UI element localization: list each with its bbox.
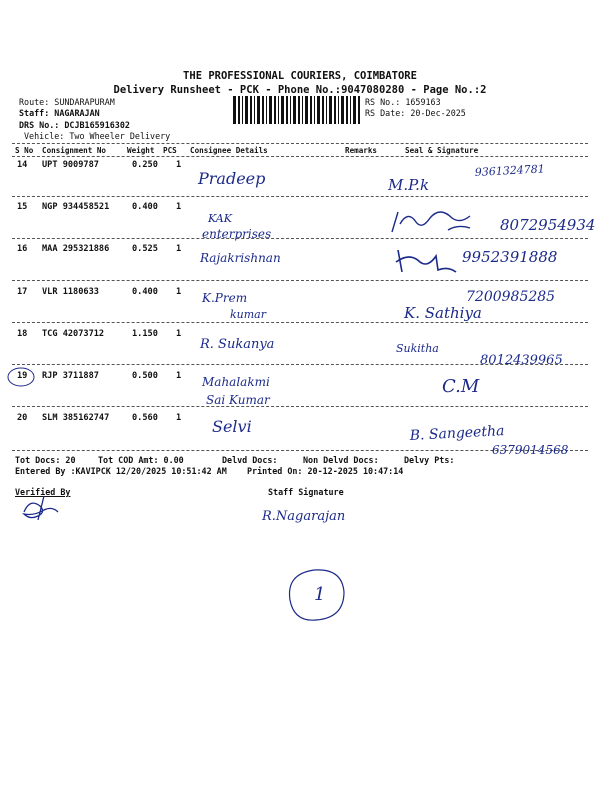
row-divider [12,322,588,323]
row-sno: 16 [17,244,28,254]
row-pcs: 1 [176,329,182,339]
row-divider [12,364,588,365]
barcode-bar [346,96,348,124]
barcode-bar [334,96,336,124]
staff-signature-label: Staff Signature [268,487,344,497]
row-pcs: 1 [176,202,182,212]
col-remarks: Remarks [345,146,378,155]
barcode-bar [245,96,248,124]
consignee-handwriting: Mahalakmi [202,375,270,389]
barcode-bar [257,96,260,124]
vehicle: Vehicle: Two Wheeler Delivery [24,131,171,141]
col-seal: Seal & Signature [405,146,479,155]
barcode-bar [310,96,312,124]
barcode-bar [305,96,308,124]
barcode-bar [338,96,339,124]
barcode-bar [341,96,344,124]
barcode-bar [314,96,315,124]
verified-signature [24,496,58,520]
barcode-bar [242,96,243,124]
row-weight: 0.400 [132,202,158,212]
seal-phone-handwriting: 6379014568 [492,443,569,457]
row-pcs: 1 [176,371,182,381]
barcode-bar [269,96,272,124]
row-consignment: NGP 934458521 [42,202,110,212]
seal-phone-handwriting: 9361324781 [474,162,546,179]
barcode-bar [274,96,276,124]
signature-scribble [392,212,470,232]
col-pcs: PCS [163,146,177,155]
consignee-handwriting: Selvi [212,417,252,436]
row-weight: 0.400 [132,287,158,297]
delvd-docs: Delvd Docs: [222,455,278,465]
row-consignment: VLR 1180633 [42,287,99,297]
printed-on: Printed On: 20-12-2025 10:47:14 [247,466,404,476]
row-weight: 1.150 [132,329,158,339]
row-consignment: UPT 9009787 [42,160,99,170]
seal-phone-handwriting: 8012439965 [480,353,563,368]
barcode-bar [322,96,324,124]
consignee-handwriting: Rajakrishnan [200,251,281,265]
row-divider [12,280,588,281]
barcode-bar [329,96,332,124]
row-weight: 0.525 [132,244,158,254]
row-sno: 15 [17,202,28,212]
non-delvd-docs: Non Delvd Docs: [303,455,379,465]
seal-phone-handwriting: 8072954934 [500,216,596,234]
seal-name-handwriting: B. Sangeetha [409,423,505,444]
row-sno: 14 [17,160,28,170]
row-sno: 19 [17,371,28,381]
rs-number: RS No.: 1659163 [365,97,441,107]
row-divider [12,406,588,407]
row-pcs: 1 [176,160,182,170]
consignee-handwriting: Sai Kumar [206,393,270,407]
barcode-bar [281,96,284,124]
barcode-bar [286,96,288,124]
row-consignment: TCG 42073712 [42,329,105,339]
row-pcs: 1 [176,287,182,297]
route: Route: SUNDARAPURAM [19,97,115,107]
tot-cod: Tot COD Amt: 0.00 [98,455,184,465]
barcode-bar [317,96,320,124]
barcode-bar [358,96,360,124]
barcode-bar [262,96,264,124]
delvy-pts: Delvy Pts: [404,455,455,465]
seal-phone-handwriting: 9952391888 [462,248,558,266]
row-sno: 17 [17,287,28,297]
barcode-bar [233,96,236,124]
barcode-bar [353,96,356,124]
consignee-handwriting: Pradeep [198,169,266,188]
seal-signature-handwriting: C.M [442,376,480,397]
row-weight: 0.250 [132,160,158,170]
row-weight: 0.560 [132,413,158,423]
barcode-bar [250,96,252,124]
signature-scribble [396,250,456,272]
tot-docs: Tot Docs: 20 [15,455,76,465]
drs-number: DRS No.: DCJB165916302 [19,120,130,130]
company-title: THE PROFESSIONAL COURIERS, COIMBATORE [183,70,417,82]
row-consignment: MAA 295321886 [42,244,110,254]
row-weight: 0.500 [132,371,158,381]
barcode [233,96,361,126]
divider [12,143,588,144]
seal-name-handwriting: Sukitha [396,342,439,355]
staff: Staff: NAGARAJAN [19,108,100,118]
entered-by: Entered By :KAVIPCK 12/20/2025 10:51:42 AM [15,466,227,476]
row-pcs: 1 [176,244,182,254]
row-divider [12,238,588,239]
row-pcs: 1 [176,413,182,423]
barcode-bar [266,96,267,124]
barcode-bar [298,96,300,124]
barcode-bar [326,96,327,124]
barcode-bar [290,96,291,124]
rs-date: RS Date: 20-Dec-2025 [365,108,466,118]
row-divider [12,450,588,451]
row-consignment: RJP 3711887 [42,371,99,381]
consignee-handwriting: kumar [230,308,266,321]
col-weight: Weight [127,146,155,155]
row-sno: 18 [17,329,28,339]
consignee-handwriting: KAK [208,212,232,225]
col-consignment: Consignment No [42,146,107,155]
staff-signature-handwriting: R.Nagarajan [262,509,346,524]
consignee-handwriting: R. Sukanya [200,337,275,352]
runsheet-subtitle: Delivery Runsheet - PCK - Phone No.:9047080280 - Page No.:2 [113,84,487,96]
consignee-handwriting: enterprises [202,227,272,241]
row-divider [12,196,588,197]
verified-by-label: Verified By [15,487,71,497]
barcode-bar [302,96,303,124]
seal-signature-handwriting: M.P.k [388,176,430,194]
barcode-bar [238,96,240,124]
consignee-handwriting: K.Prem [202,291,248,305]
seal-name-handwriting: K. Sathiya [404,304,482,322]
col-sno: S No [15,146,34,155]
divider [12,156,588,157]
seal-phone-handwriting: 7200985285 [466,289,556,305]
barcode-bar [278,96,279,124]
barcode-bar [254,96,255,124]
page-circle-mark [290,570,345,620]
row-consignment: SLM 385162747 [42,413,110,423]
row-sno: 20 [17,413,28,423]
barcode-bar [350,96,351,124]
page-number-handwriting: 1 [314,584,326,605]
col-consignee: Consignee Details [190,146,268,155]
barcode-bar [293,96,296,124]
